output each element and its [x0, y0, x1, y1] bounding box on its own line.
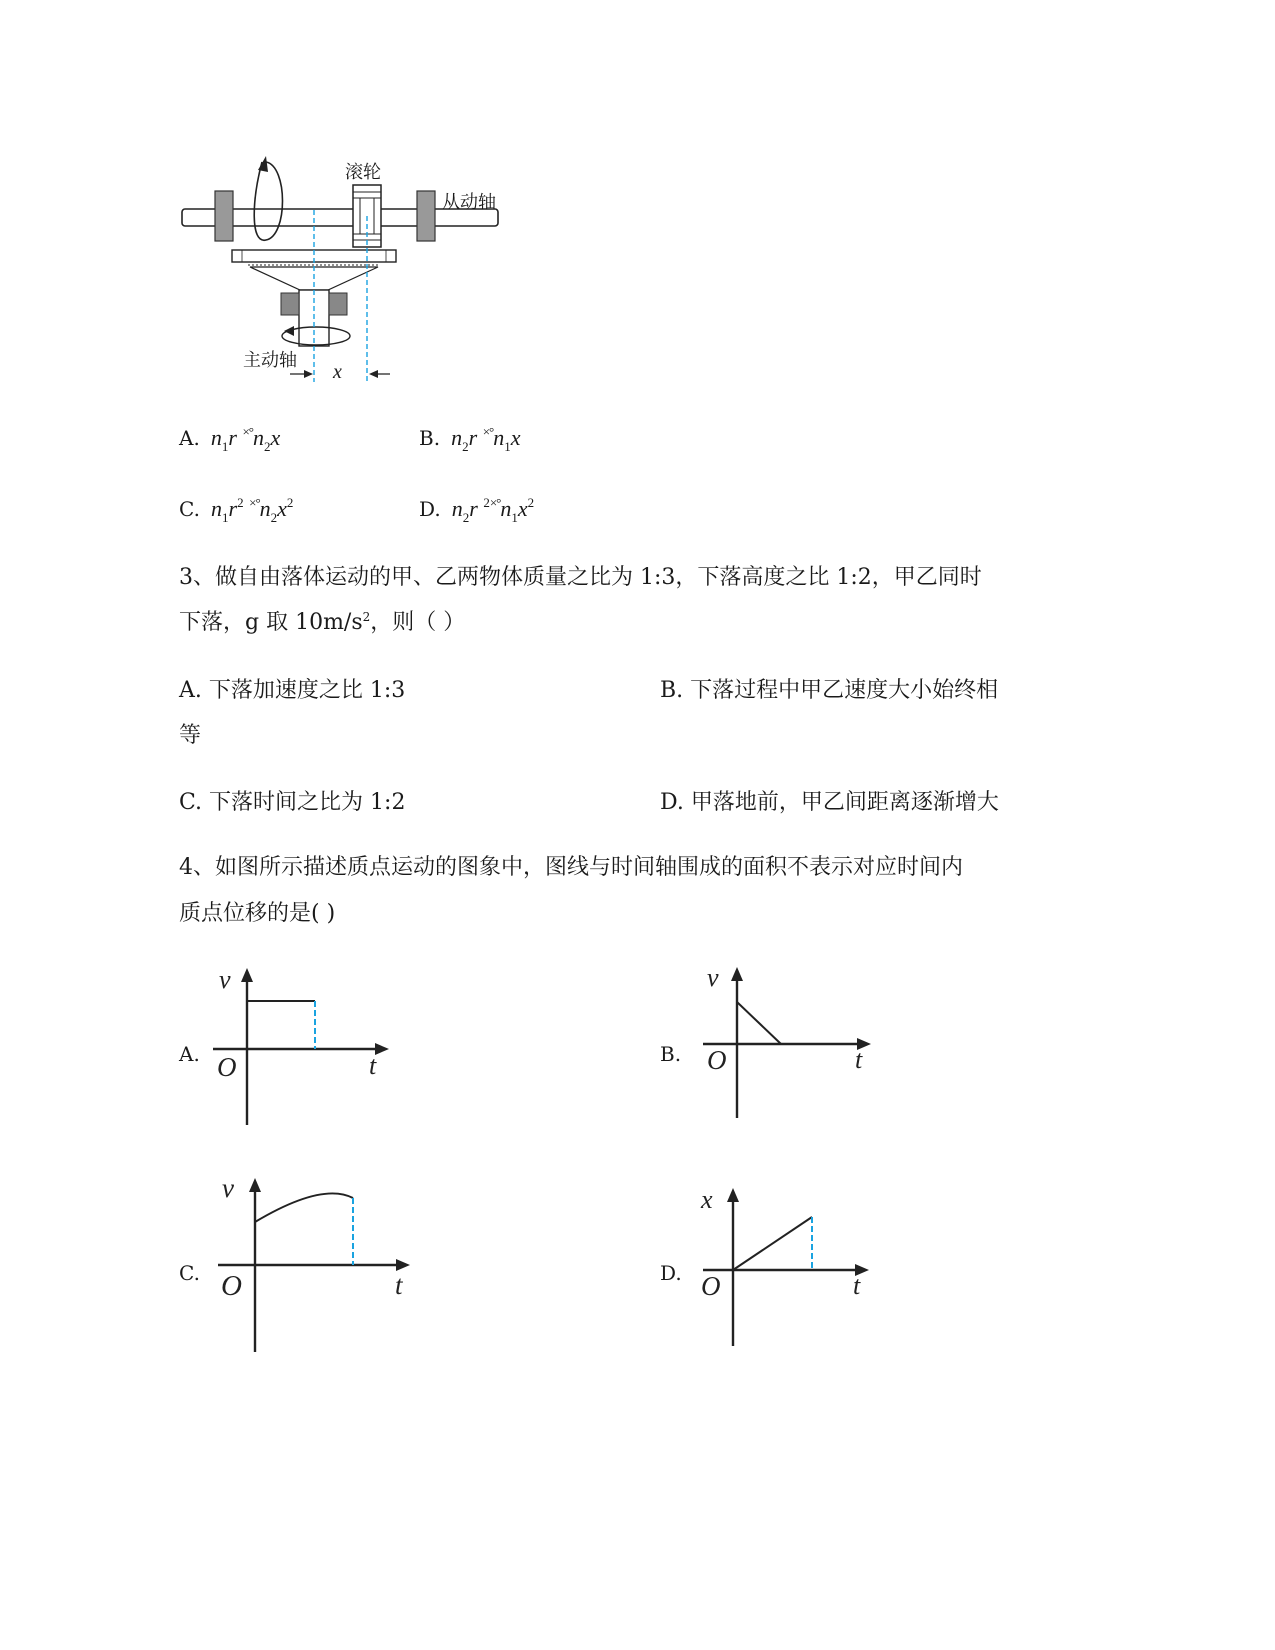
x-dimension-label: x	[333, 361, 342, 383]
q4-graph-d[interactable]	[695, 1180, 895, 1360]
x-axis-label: t	[855, 1045, 863, 1074]
graph-line	[737, 1002, 781, 1044]
roller-label: 滚轮	[345, 162, 381, 183]
rotation-arrow-icon	[254, 156, 282, 240]
shaft-bearing-left	[215, 191, 233, 241]
q4-graph-c-label: C.	[179, 1261, 200, 1285]
origin-label: O	[707, 1045, 727, 1075]
y-axis-label: v	[222, 1173, 234, 1203]
x-axis-label: t	[369, 1051, 377, 1080]
origin-label: O	[217, 1052, 237, 1082]
driving-bearing-left	[281, 293, 299, 315]
shaft-bearing-right	[417, 191, 435, 241]
origin-label: O	[221, 1270, 242, 1302]
y-axis-label: v	[707, 963, 719, 992]
driving-shaft-label: 主动轴	[243, 350, 297, 371]
x-axis-label: t	[853, 1271, 861, 1300]
graph-line	[733, 1217, 812, 1270]
q4-stem-line1: 4、如图所示描述质点运动的图象中，图线与时间轴围成的面积不表示对应时间内	[179, 855, 963, 880]
option-label: B.	[419, 426, 441, 450]
q2-option-a[interactable]: A. $n_1r$ $^{\times^\circ}n_2x$	[179, 424, 281, 454]
q2-option-b[interactable]: B. $n_2r$ $^{\times^\circ}n_1x$	[419, 424, 521, 454]
q3-stem-line1: 3、做自由落体运动的甲、乙两物体质量之比为 1:3，下落高度之比 1:2，甲乙同时	[179, 565, 982, 590]
q4-graph-a[interactable]	[205, 960, 405, 1130]
q4-graph-a-label: A.	[179, 1042, 200, 1066]
q2-option-d[interactable]: D. $n_2r$ $^{2\times^\circ}n_1x^2$	[419, 495, 535, 525]
y-axis-label: v	[219, 965, 231, 994]
q3-stem-line2: 下落，g 取 $10m/s^2$，则（ ）	[179, 610, 466, 635]
q3-option-d[interactable]: D. 甲落地前，甲乙间距离逐渐增大	[660, 790, 999, 815]
option-label: D.	[419, 497, 441, 521]
q4-graph-b[interactable]	[695, 955, 895, 1125]
q4-graph-d-label: D.	[660, 1261, 682, 1285]
garbled-glyph: ×°	[489, 495, 501, 510]
q3-option-a[interactable]: A. 下落加速度之比 1:3	[179, 678, 406, 703]
q4-graph-c[interactable]	[212, 1170, 422, 1360]
q3-option-c[interactable]: C. 下落时间之比为 1:2	[179, 790, 406, 815]
option-label: A.	[179, 426, 200, 450]
graph-line	[255, 1193, 353, 1222]
q4-graph-b-label: B.	[660, 1042, 682, 1066]
driving-bearing-right	[329, 293, 347, 315]
q3-option-b[interactable]: B. 下落过程中甲乙速度大小始终相	[660, 678, 999, 703]
origin-label: O	[701, 1271, 721, 1301]
garbled-glyph: ×°	[242, 424, 253, 439]
q2-option-c[interactable]: C. $n_1r^2$ $^{\times^\circ}n_2x^2$	[179, 495, 294, 525]
garbled-glyph: ×°	[482, 424, 494, 439]
x-axis-label: t	[395, 1270, 403, 1300]
q3-option-b-wrap: 等	[179, 723, 202, 748]
garbled-glyph: ×°	[249, 495, 260, 510]
q4-stem-line2: 质点位移的是( )	[179, 901, 336, 926]
option-label: C.	[179, 497, 200, 521]
y-axis-label: x	[701, 1185, 713, 1214]
driven-shaft-label: 从动轴	[442, 192, 496, 213]
